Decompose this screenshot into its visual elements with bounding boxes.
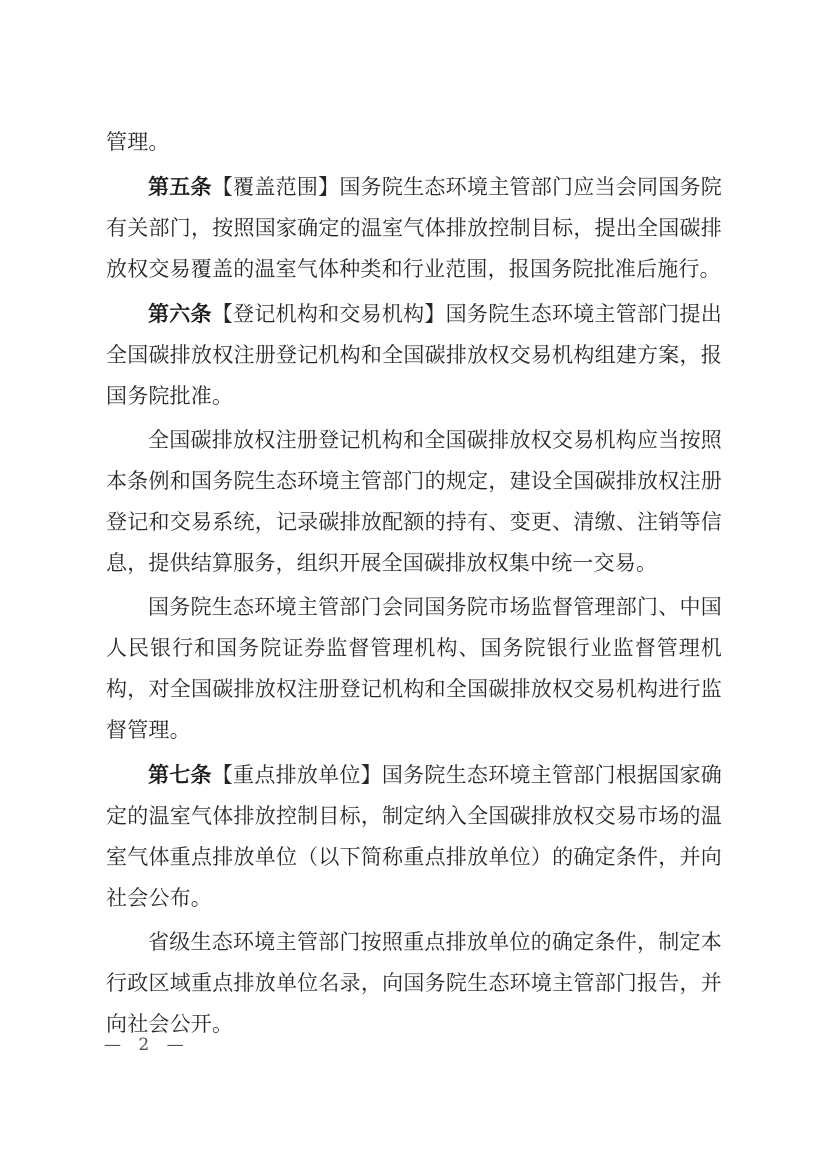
article-title: 【登记机构和交易机构】 [211, 302, 446, 326]
paragraph-text: 国务院生态环境主管部门根据国家确定的温室气体排放控制目标，制定纳入全国碳排放权交易市场的温室气体重点排放单位（以下简称重点排放单位）的确定条件，并向社会公布。 [106, 763, 722, 910]
article-paragraph [106, 293, 722, 417]
article-paragraph [106, 754, 722, 919]
paragraph-text: 管理。 [106, 130, 170, 154]
paragraph-text: 省级生态环境主管部门按照重点排放单位的确定条件，制定本行政区域重点排放单位名录，向国务院生态环境主管部门报告，并向社会公开。 [106, 930, 722, 1036]
article-number: 第六条 [148, 301, 212, 326]
article-title: 【覆盖范围】 [211, 175, 340, 199]
paragraph-text: 国务院生态环境主管部门应当会同国务院有关部门，按照国家确定的温室气体排放控制目标，提出全国碳排放权交易覆盖的温室气体种类和行业范围，报国务院批准后施行。 [106, 175, 723, 281]
article-title: 【重点排放单位】 [211, 763, 382, 787]
article-number: 第五条 [148, 174, 212, 199]
paragraph-text: 全国碳排放权注册登记机构和全国碳排放权交易机构应当按照本条例和国务院生态环境主管部门的规定，建设全国碳排放权注册登记和交易系统，记录碳排放配额的持有、变更、清缴、注销等信息，提供结算服务，组织开展全国碳排放权集中统一交易。 [106, 428, 722, 575]
paragraph-text: 国务院生态环境主管部门会同国务院市场监督管理部门、中国人民银行和国务院证券监督管理机构、国务院银行业监督管理机构，对全国碳排放权注册登记机构和全国碳排放权交易机构进行监督管理。 [106, 595, 722, 742]
paragraph-text: 国务院生态环境主管部门提出全国碳排放权注册登记机构和全国碳排放权交易机构组建方案，报国务院批准。 [106, 302, 722, 408]
page-number: — 2 — [104, 1035, 187, 1055]
body-paragraph [106, 922, 722, 1045]
article-number: 第七条 [148, 762, 212, 787]
body-paragraph [106, 122, 722, 163]
article-paragraph [106, 166, 722, 290]
body-paragraph [106, 587, 722, 751]
body-paragraph [106, 420, 722, 584]
document-body [106, 122, 722, 1045]
